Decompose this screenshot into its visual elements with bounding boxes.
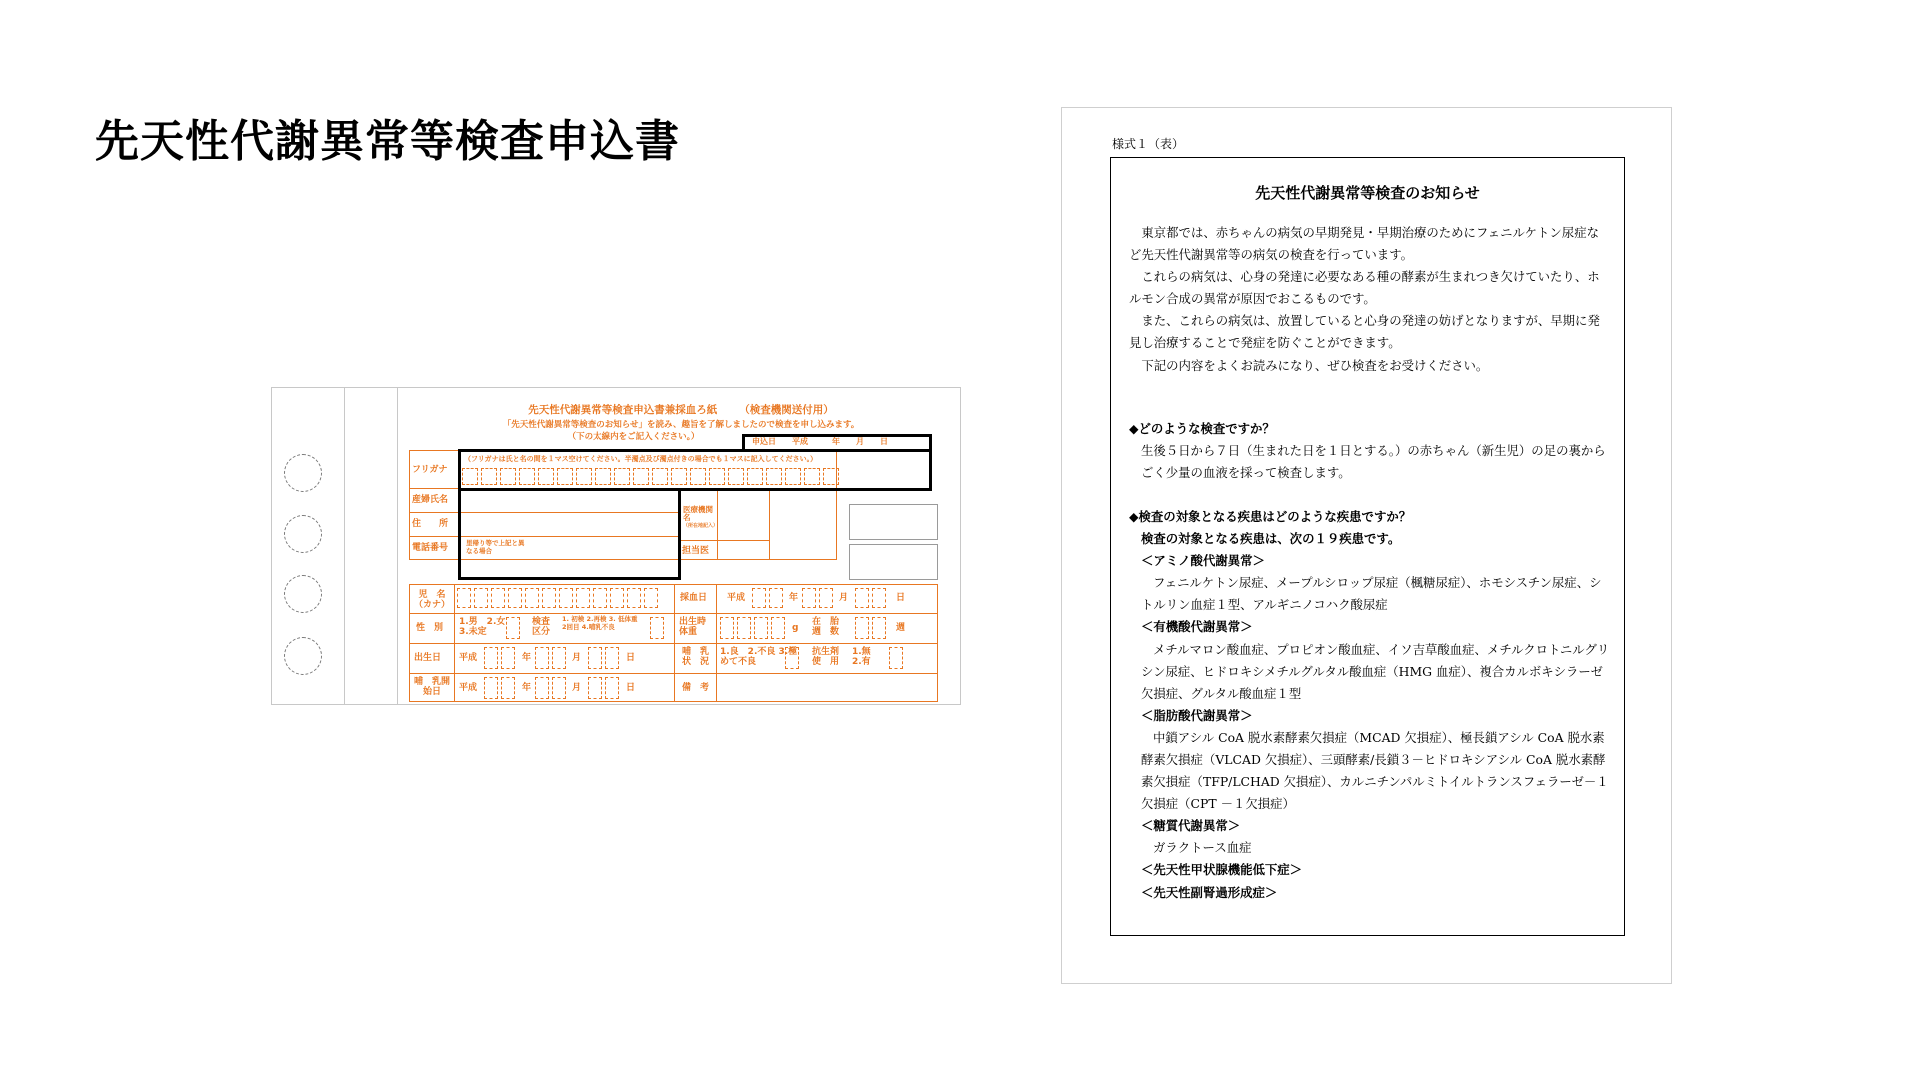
form-instruction: 「先天性代謝異常等検査のお知らせ」を読み、趣旨を了解しましたので検査を申し込みます。	[502, 420, 860, 430]
year-label: 年	[522, 683, 532, 693]
feeding-label: 哺 乳状 況	[682, 647, 710, 667]
application-date-header: 申込日 平成 年 月 日	[752, 437, 888, 446]
birth-month-input[interactable]	[535, 647, 566, 669]
month-label: 月	[572, 683, 582, 693]
birth-weight-label: 出生時体重	[679, 617, 707, 637]
heisei-label: 平成	[459, 653, 478, 663]
mother-name-label: 産婦氏名	[412, 495, 449, 505]
question-heading: ◆どのような検査ですか？	[1129, 420, 1275, 436]
category-heading: ＜糖質代謝異常＞	[1141, 818, 1241, 834]
address-label: 住 所	[412, 519, 449, 529]
exam-kind-input[interactable]	[650, 617, 664, 639]
disease-list: ガラクトース血症	[1153, 840, 1252, 856]
facility-label: 医療機関名	[683, 505, 713, 522]
category-heading: ＜先天性甲状腺機能低下症＞	[1141, 862, 1303, 878]
gram-label: g	[792, 623, 799, 633]
feeding-input[interactable]	[785, 647, 799, 669]
blood-year-input[interactable]	[752, 588, 783, 608]
category-heading: ＜先天性副腎過形成症＞	[1141, 884, 1278, 900]
furigana-label: フリガナ	[412, 465, 448, 475]
disease-list: フェニルケトン尿症、メープルシロップ尿症（楓糖尿症）、ホモシスチン尿症、シトルリン血症１型、アルギニノコハク酸尿症	[1141, 575, 1602, 613]
birth-date-label: 出生日	[414, 653, 442, 663]
stamp-box	[849, 544, 938, 580]
page-title: 先天性代謝異常等検査申込書	[95, 116, 680, 167]
blood-date-label: 採血日	[680, 593, 708, 603]
form-title: 先天性代謝異常等検査申込書兼採血ろ紙 （検査機関送付用）	[528, 404, 834, 416]
facility-note: （所在地記入）	[683, 523, 719, 529]
furigana-note: （フリガナは氏と名の間を１マス空けてください。半濁点及び濁点付きの場合でも１マスに記入してください。）	[464, 455, 818, 463]
birth-day-input[interactable]	[588, 647, 619, 669]
answer-paragraph: 検査の対象となる疾患は、次の１９疾患です。	[1141, 531, 1401, 547]
birth-year-input[interactable]	[484, 647, 515, 669]
year-label: 年	[522, 653, 532, 663]
intro-paragraph: また、これらの病気は、放置していると心身の発達の妨げとなりますが、早期に発見し治療することで発症を防ぐことができます。	[1129, 313, 1600, 351]
remarks-label: 備 考	[682, 683, 710, 693]
month-label: 月	[839, 593, 849, 603]
heisei-label: 平成	[459, 683, 478, 693]
punch-hole	[284, 515, 322, 553]
notice-title: 先天性代謝異常等検査のお知らせ	[1255, 184, 1480, 202]
year-label: 年	[789, 593, 799, 603]
day-label: 日	[896, 593, 906, 603]
answer-paragraph: 生後５日から７日（生まれた日を１日とする。）の赤ちゃん（新生児）の足の裏からごく少量の血液を採って検査します。	[1141, 442, 1606, 480]
sex-input[interactable]	[506, 617, 520, 639]
stamp-box	[849, 504, 938, 540]
form-number-label: 様式１（表）	[1112, 137, 1185, 151]
antibiotic-options: 1.無 2.有	[852, 647, 871, 667]
exam-kind-options: 1. 初検 2.再検 3. 低体重 2回目 4.哺乳不良	[562, 615, 638, 631]
disease-list: メチルマロン酸血症、プロピオン酸血症、イソ吉草酸血症、メチルクロトニルグリシン尿症、ヒドロキシメチルグルタル酸血症（HMG 血症）、複合カルボキシラーゼ欠損症、グルタル酸血症１型	[1141, 641, 1610, 701]
notice-body	[1129, 222, 1610, 904]
punch-hole	[284, 575, 322, 613]
heisei-label: 平成	[727, 593, 746, 603]
blood-month-input[interactable]	[802, 588, 833, 608]
category-heading: ＜有機酸代謝異常＞	[1141, 619, 1253, 635]
day-label: 日	[626, 683, 636, 693]
phone-label: 電話番号	[412, 543, 449, 553]
sex-label: 性 別	[416, 623, 444, 633]
week-label: 週	[896, 623, 906, 633]
feeding-options: 1.良 2.不良 3.極めて不良	[720, 647, 798, 667]
required-area-frame	[458, 449, 932, 491]
category-heading: ＜脂肪酸代謝異常＞	[1141, 707, 1253, 723]
notice-document	[1061, 107, 1672, 984]
gestation-input[interactable]	[855, 617, 886, 639]
feeding-start-day-input[interactable]	[588, 677, 619, 699]
application-form-card	[271, 387, 961, 705]
birth-weight-input[interactable]	[720, 617, 785, 639]
feeding-start-year-input[interactable]	[484, 677, 515, 699]
day-label: 日	[626, 653, 636, 663]
sex-options: 1.男 2.女 3.未定	[459, 617, 506, 637]
feeding-start-label: 哺 乳開始日	[413, 677, 450, 697]
question-heading: ◆検査の対象となる疾患はどのような疾患ですか？	[1129, 508, 1412, 524]
child-name-label: 児 名（カナ）	[413, 590, 450, 610]
form-instruction-2: （下の太線内をご記入ください。）	[567, 432, 700, 442]
punch-hole	[284, 637, 322, 675]
exam-kind-label: 検査区分	[532, 617, 551, 637]
punch-hole	[284, 454, 322, 492]
disease-list: 中鎖アシル CoA 脱水素酵素欠損症（MCAD 欠損症）、極長鎖アシル CoA 脱水素酵素欠損症（VLCAD 欠損症）、三頭酵素/長鎖３－ヒドロキシアシル CoA 脱水素酵素欠損症（TFP/LCHAD 欠損症）、カルニチンパルミトイルトランスフェラーゼ－１欠損症（CPT －１欠損症）	[1141, 729, 1609, 812]
antibiotic-label: 抗生剤使 用	[812, 647, 840, 667]
notice-frame	[1110, 157, 1625, 936]
intro-paragraph: 下記の内容をよくお読みになり、ぜひ検査をお受けください。	[1141, 357, 1489, 373]
form-body	[402, 388, 960, 704]
antibiotic-input[interactable]	[889, 647, 903, 669]
intro-paragraph: 東京都では、赤ちゃんの病気の早期発見・早期治療のためにフェニルケトン尿症など先天性代謝異常等の病気の検査を行っています。	[1129, 225, 1599, 263]
phone-note: 里帰り等で上記と異なる場合	[466, 539, 525, 555]
doctor-label: 担当医	[682, 546, 710, 556]
category-heading: ＜アミノ酸代謝異常＞	[1141, 553, 1265, 569]
blood-day-input[interactable]	[855, 588, 886, 608]
feeding-start-month-input[interactable]	[535, 677, 566, 699]
month-label: 月	[572, 653, 582, 663]
gestation-label: 在 胎週 数	[812, 617, 840, 637]
intro-paragraph: これらの病気は、心身の発達に必要なある種の酵素が生まれつき欠けていたり、ホルモン合成の異常が原因でおこるものです。	[1129, 269, 1600, 307]
child-name-input[interactable]	[457, 588, 658, 608]
